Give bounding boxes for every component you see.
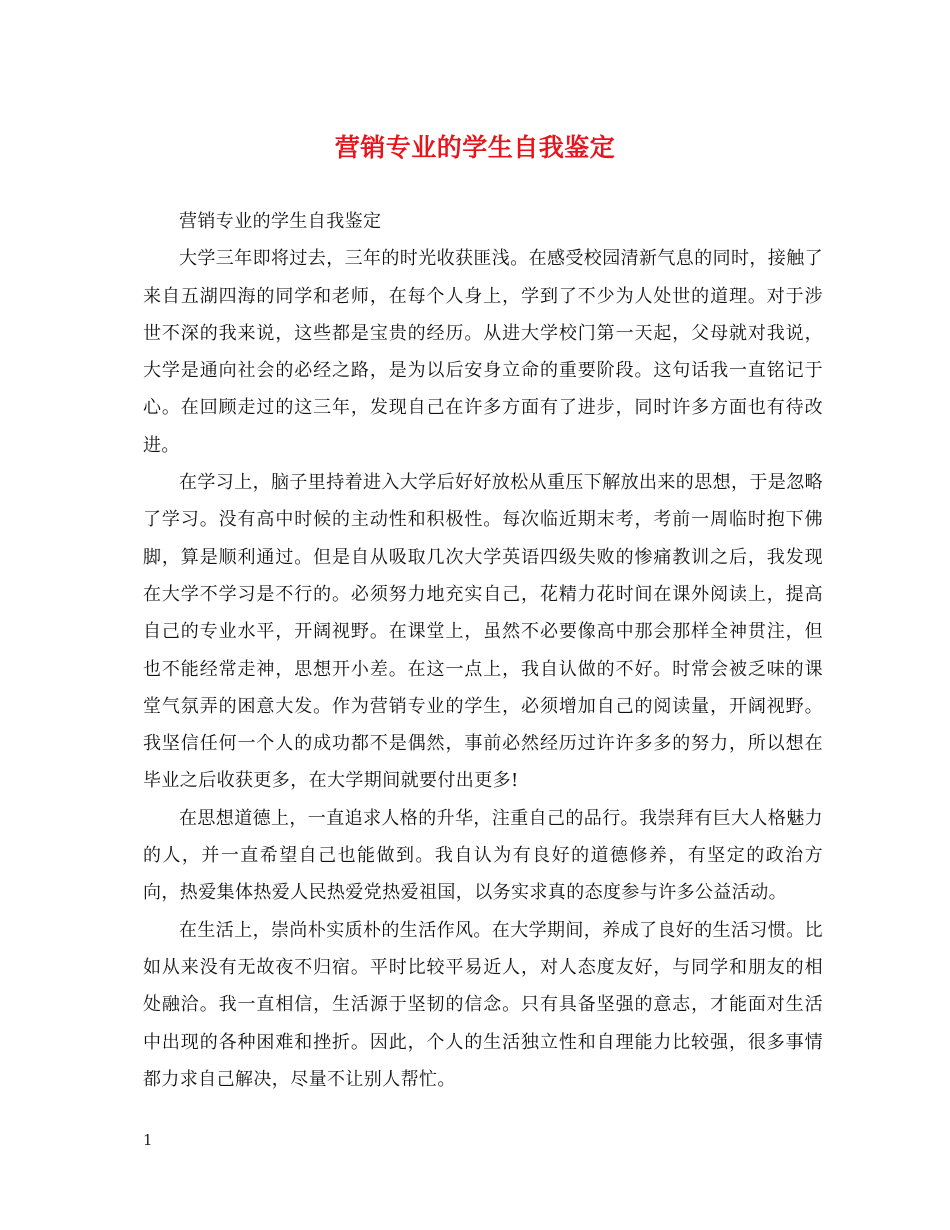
page-number: 1	[143, 1131, 153, 1149]
document-title: 营销专业的学生自我鉴定	[334, 133, 616, 162]
paragraph-life: 在生活上，崇尚朴实质朴的生活作风。在大学期间，养成了良好的生活习惯。比如从来没有无故夜不归宿。平时比较平易近人，对人态度友好，与同学和朋友的相处融洽。我一直相信，生活源于坚韧的信念。只有具备坚强的意志，才能面对生活中出现的各种困难和挫折。因此，个人的生活独立性和自理能力比较强，很多事情都力求自己解决，尽量不让别人帮忙。	[143, 919, 823, 1090]
paragraph-morality: 在思想道德上，一直追求人格的升华，注重自己的品行。我崇拜有巨大人格魅力的人，并一直希望自己也能做到。我自认为有良好的道德修养，有坚定的政治方向，热爱集体热爱人民热爱党热爱祖国，以务实求真的态度参与许多公益活动。	[143, 807, 823, 904]
document-subtitle: 营销专业的学生自我鉴定	[179, 211, 382, 232]
paragraph-intro: 大学三年即将过去，三年的时光收获匪浅。在感受校园清新气息的同时，接触了来自五湖四海的同学和老师，在每个人身上，学到了不少为人处世的道理。对于涉世不深的我来说，这些都是宝贵的经历。从进大学校门第一天起，父母就对我说，大学是通向社会的必经之路，是为以后安身立命的重要阶段。这句话我一直铭记于心。在回顾走过的这三年，发现自己在许多方面有了进步，同时许多方面也有待改进。	[143, 248, 823, 456]
document-body	[143, 203, 823, 1098]
paragraph-study: 在学习上，脑子里持着进入大学后好好放松从重压下解放出来的思想，于是忽略了学习。没有高中时候的主动性和积极性。每次临近期末考，考前一周临时抱下佛脚，算是顺利通过。但是自从吸取几次大学英语四级失败的惨痛教训之后，我发现在大学不学习是不行的。必须努力地充实自己，花精力花时间在课外阅读上，提高自己的专业水平，开阔视野。在课堂上，虽然不必要像高中那会那样全神贯注，但也不能经常走神，思想开小差。在这一点上，我自认做的不好。时常会被乏味的课堂气氛弄的困意大发。作为营销专业的学生，必须增加自己的阅读量，开阔视野。我坚信任何一个人的成功都不是偶然，事前必然经历过许许多多的努力，所以想在毕业之后收获更多，在大学期间就要付出更多!	[143, 472, 823, 792]
